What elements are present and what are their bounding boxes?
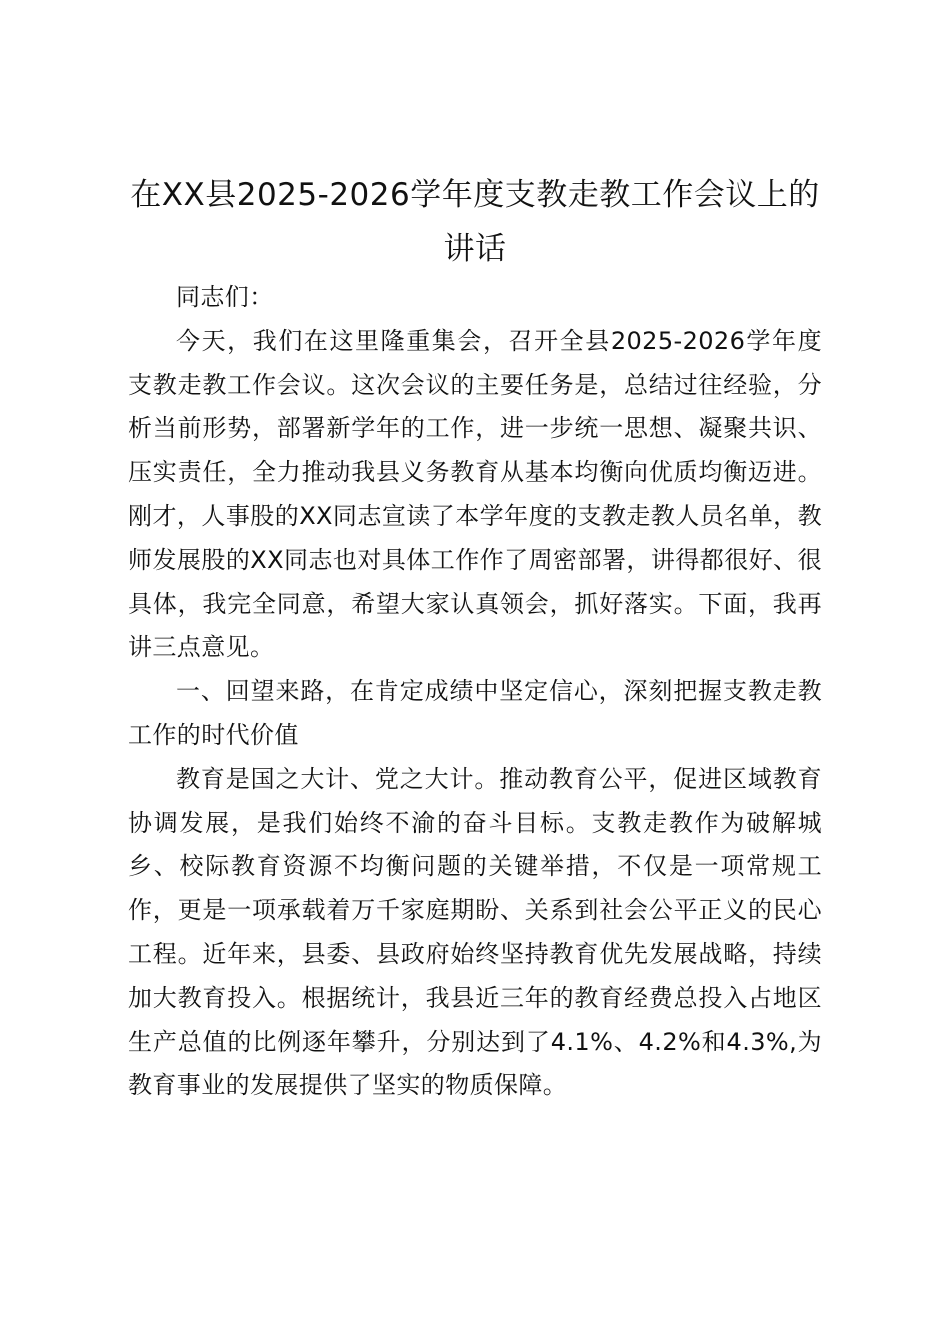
section-heading: 一、回望来路，在肯定成绩中坚定信心，深刻把握支教走教工作的时代价值: [128, 677, 822, 749]
document-title: 在XX县2025-2026学年度支教走教工作会议上的讲话: [130, 177, 820, 267]
document-body: [128, 276, 822, 1108]
salutation: 同志们：: [176, 283, 274, 311]
paragraph-intro: 今天，我们在这里隆重集会，召开全县2025-2026学年度支教走教工作会议。这次会议的主要任务是，总结过往经验，分析当前形势，部署新学年的工作，进一步统一思想、凝聚共识、压实责任，全力推动我县义务教育从基本均衡向优质均衡迈进。刚才，人事股的XX同志宣读了本学年度的支教走教人员名单，教师发展股的XX同志也对具体工作作了周密部署，讲得都很好、很具体，我完全同意，希望大家认真领会，抓好落实。下面，我再讲三点意见。: [128, 326, 822, 662]
paragraph-section-1: 教育是国之大计、党之大计。推动教育公平，促进区域教育协调发展，是我们始终不渝的奋斗目标。支教走教作为破解城乡、校际教育资源不均衡问题的关键举措，不仅是一项常规工作，更是一项承载着万千家庭期盼、关系到社会公平正义的民心工程。近年来，县委、县政府始终坚持教育优先发展战略，持续加大教育投入。根据统计，我县近三年的教育经费总投入占地区生产总值的比例逐年攀升，分别达到了4.1%、4.2%和4.3%,为教育事业的发展提供了坚实的物质保障。: [128, 764, 822, 1100]
